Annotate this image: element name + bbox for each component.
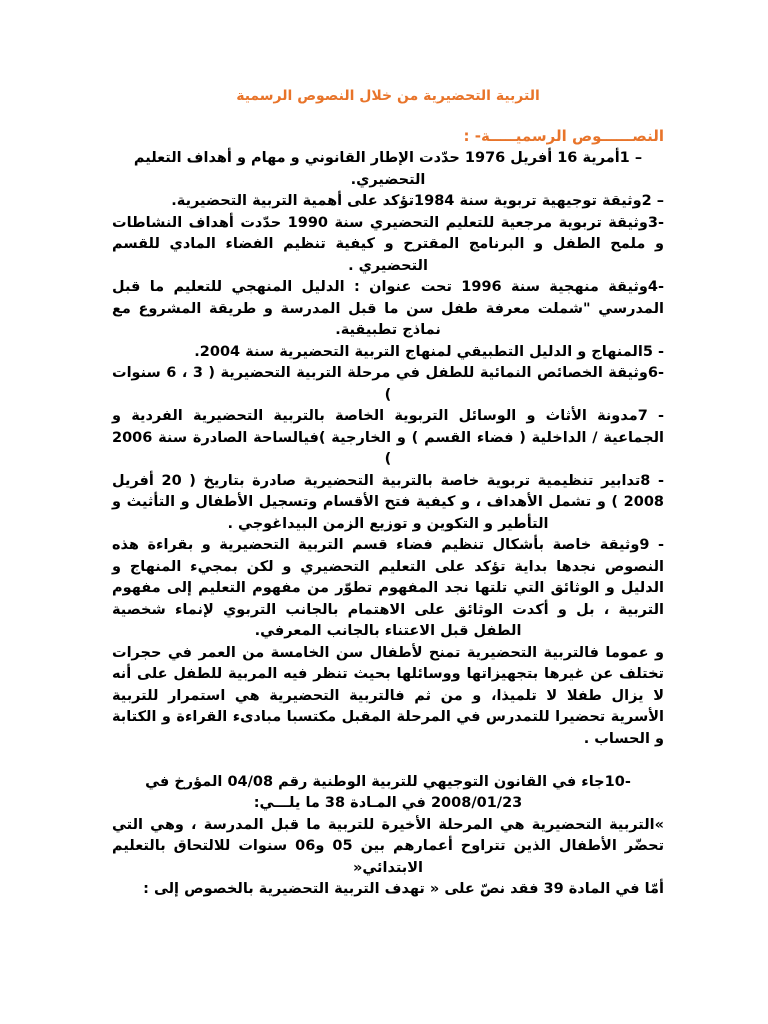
- list-item-1: – 1أمرية 16 أفريل 1976 حدّدت الإطار القانوني و مهام و أهداف التعليم التحضيري.: [133, 150, 643, 188]
- article-38-quote: »التربية التحضيرية هي المرحلة الأخيرة للتربية ما قبل المدرسة ، وهي التي تحضّر الأطفال الذين تتراوح أعمارهم بين 05 و06 سنوات للالتحاق بالتعليم الابتدائي«: [112, 816, 665, 876]
- list-item-2: – 2وثيقة توجيهية تربوية سنة 1984تؤكد على أهمية التربية التحضيرية.: [171, 193, 664, 209]
- list-item-10-heading: -10جاء في القانون التوجيهي للتربية الوطنية رقم 04/08 المؤرخ في 2008/01/23 في المـادة 38 ما يلـــي:: [145, 773, 631, 811]
- paragraph-spacer: [112, 750, 664, 772]
- list-item-9: - 9وثيقة خاصة بأشكال تنظيم فضاء قسم التربية التحضيرية و بقراءة هذه النصوص نجدها بداية تؤكد على التعليم التحضيري و لكن بمجيء المنهاج و الدليل و الوثائق التي تلتها نجد المفهوم تطوّر من مفهوم التعليم إلى مفهوم التربية ، بل و أكدت الوثائق على الاهتمام بالجانب التربوي لإنماء شخصية الطفل قبل الاعتناء بالجانب المعرفي.: [112, 537, 664, 639]
- summary-paragraph: و عموما فالتربية التحضيرية تمنح لأطفال سن الخامسة من العمر في حجرات تختلف عن غيرها بتجهيزاتها ووسائلها بحيث تنظر فيه المربية للطفل على أنه لا يزال طفلا لا تلميذا، و من ثم فالتربية التحضيرية هي استمرار للتربية الأسرية تحضيرا للتمدرس في المرحلة المقبل مكتسبا مبادىء القراءة و الكتابة و الحساب .: [112, 644, 664, 747]
- list-item-8: - 8تدابير تنظيمية تربوية خاصة بالتربية التحضيرية صادرة بتاريخ ( 20 أفريل 2008 ) و تشمل الأهداف ، و كيفية فتح الأقسام وتسجيل الأطفال و التأثيث و التأطير و التكوين و توزيع الزمن البيداغوجي .: [112, 472, 665, 532]
- document-body: [112, 148, 664, 901]
- list-item-5: - 5المنهاج و الدليل التطبيقي لمنهاج التربية التحضيرية سنة 2004.: [194, 343, 664, 360]
- document-title: التربية التحضيرية من خلال النصوص الرسمية: [236, 88, 540, 104]
- article-39-intro: أمّا في المادة 39 فقد نصّ على « تهدف التربية التحضيرية بالخصوص إلى :: [143, 881, 664, 897]
- section-heading: النصــــــوص الرسميـــــة- :: [463, 127, 664, 145]
- list-item-6: -6وثيقة الخصائص النمائية للطفل في مرحلة التربية التحضيرية ( 3 ، 6 سنوات ): [112, 365, 665, 403]
- list-item-4: -4وثيقة منهجية سنة 1996 تحت عنوان : الدليل المنهجي للتعليم ما قبل المدرسي "شملت معرفة طفل سن ما قبل المدرسة و طريقة المشروع مع نماذج تطبيقية.: [112, 279, 664, 338]
- list-item-3: -3وثيقة تربوية مرجعية للتعليم التحضيري سنة 1990 حدّدت أهداف النشاطات و ملمح الطفل و البرنامج المقترح و كيفية تنظيم الفضاء المادي للقسم التحضيري .: [112, 214, 664, 274]
- list-item-7: - 7مدونة الأثاث و الوسائل التربوية الخاصة بالتربية التحضيرية الفردية و الجماعية / الداخلية ( فضاء القسم ) و الخارجية )فيالساحة الصادرة سنة 2006 ): [112, 408, 664, 467]
